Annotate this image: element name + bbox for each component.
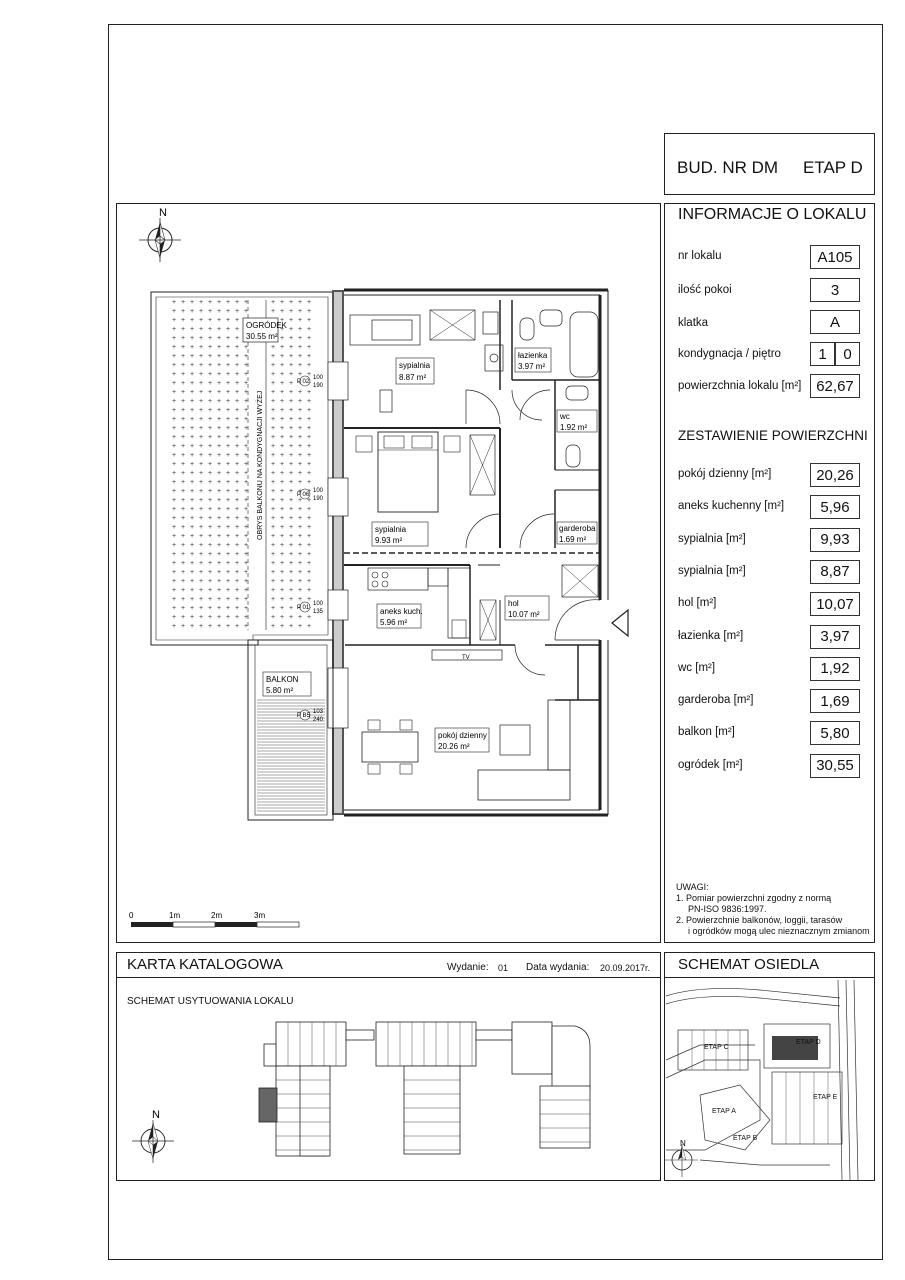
summary-label-balcony: balkon [m²] [678, 726, 735, 739]
summary-label-bedroom-1: sypialnia [m²] [678, 564, 746, 577]
unit-location-highlight [259, 1088, 277, 1122]
info-value-storey: 1 [810, 342, 835, 366]
north-arrow-icon [139, 218, 181, 262]
hall-area: 10.07 m² [508, 610, 540, 619]
garden-area-label: 30.55 m² [246, 332, 278, 341]
window-p01-size1: 100 [313, 601, 324, 607]
bathroom-name: łazienka [518, 351, 548, 360]
info-value-rooms: 3 [810, 278, 860, 302]
kitchen-area: 5.96 m² [380, 618, 408, 627]
catalog-divider [116, 977, 661, 978]
notes-line-2: PN-ISO 9836:1997. [688, 904, 767, 914]
bedroom1-area: 8.87 m² [399, 373, 427, 382]
window-p06-size1: 100 [313, 488, 324, 494]
window-p01-code: P 01 [297, 605, 310, 611]
window-p02-code: P 02 [297, 379, 310, 385]
tv-label: TV [462, 655, 470, 661]
estate-map [664, 978, 875, 1181]
balcony-name: BALKON [266, 675, 299, 684]
summary-label-hall: hol [m²] [678, 597, 717, 610]
stage-label: ETAP D [803, 158, 863, 177]
summary-value-wc: 1,92 [810, 657, 860, 681]
window-pb5-size1: 103 [313, 709, 324, 715]
window-pb5-size2: 240 [313, 717, 324, 723]
scale-0: 0 [129, 911, 134, 920]
summary-value-wardrobe: 1,69 [810, 689, 860, 713]
location-scheme [116, 1010, 661, 1180]
scale-3m: 3m [254, 911, 266, 920]
scale-1m: 1m [169, 911, 181, 920]
date-label: Data wydania: [526, 962, 590, 973]
info-label-floor: kondygnacja / piętro [678, 348, 781, 360]
summary-value-bathroom: 3,97 [810, 625, 860, 649]
location-north-icon [132, 1120, 174, 1163]
info-value-floor: 0 [835, 342, 860, 366]
window-p02-size2: 190 [313, 383, 324, 389]
scale-2m: 2m [211, 911, 223, 920]
summary-label-living: pokój dzienny [m²] [678, 468, 772, 480]
info-label-area: powierzchnia lokalu [m²] [678, 380, 802, 392]
location-title: SCHEMAT USYTUOWANIA LOKALU [127, 996, 294, 1007]
bedroom1-name: sypialnia [399, 361, 431, 370]
window-p06-code: P 06 [297, 492, 310, 498]
wardrobe-area: 1.69 m² [559, 535, 587, 544]
estate-label-d: ETAP D [796, 1039, 821, 1046]
garden-name: OGRÓDEK [246, 321, 287, 330]
window-pb5-code: P B5 [297, 713, 310, 719]
estate-label-a: ETAP A [712, 1108, 736, 1115]
info-label-staircase: klatka [678, 317, 709, 329]
info-title: INFORMACJE O LOKALU [678, 206, 867, 223]
summary-label-wardrobe: garderoba [m²] [678, 694, 754, 707]
living-area: 20.26 m² [438, 742, 470, 751]
summary-value-hall: 10,07 [810, 592, 860, 616]
bathroom-area: 3.97 m² [518, 362, 546, 371]
summary-label-wc: wc [m²] [678, 661, 716, 674]
wardrobe-name: garderoba [559, 524, 596, 533]
notes-line-3: 2. Powierzchnie balkonów, loggii, tarasów [676, 915, 843, 925]
notes-line-4: i ogródków mogą ulec nieznacznym zmianom [688, 926, 870, 936]
balcony-area: 5.80 m² [266, 686, 294, 695]
scale-bar [129, 911, 299, 927]
info-label-unit-number: nr lokalu [678, 250, 722, 262]
estate-label-c: ETAP C [704, 1044, 729, 1051]
bedroom2-name: sypialnia [375, 525, 407, 534]
garden-hatch [170, 300, 314, 630]
estate-north-label: N [680, 1139, 686, 1148]
window-p06-size2: 190 [313, 496, 324, 502]
info-value-area: 62,67 [810, 374, 860, 398]
hall-name: hol [508, 599, 519, 608]
estate-label-e: ETAP E [813, 1094, 838, 1101]
summary-label-garden: ogródek [m²] [678, 758, 743, 771]
summary-value-living: 20,26 [810, 463, 860, 487]
date-value: 20.09.2017r. [600, 963, 651, 973]
estate-north-icon [664, 1144, 698, 1177]
building-number: BUD. NR DM [677, 158, 779, 177]
balcony-outline-note: OBRYS BALKONU NA KONDYGNACJI WYŻEJ [257, 390, 264, 540]
summary-label-bathroom: łazienka [m²] [678, 629, 744, 642]
summary-label-bedroom-2: sypialnia [m²] [678, 532, 746, 545]
kitchen-name: aneks kuch. [380, 607, 423, 616]
summary-value-kitchen: 5,96 [810, 495, 860, 519]
location-north-label: N [152, 1109, 160, 1121]
window-p01-size2: 135 [313, 609, 324, 615]
edition-value: 01 [498, 963, 509, 973]
header-box [664, 133, 875, 195]
edition-label: Wydanie: [447, 962, 489, 973]
bedroom2-area: 9.93 m² [375, 536, 403, 545]
wc-name: wc [560, 412, 570, 421]
summary-title: ZESTAWIENIE POWIERZCHNI [678, 428, 868, 443]
notes-line-1: 1. Pomiar powierzchni zgodny z normą [676, 893, 832, 903]
summary-label-kitchen: aneks kuchenny [m²] [678, 500, 785, 513]
estate-title: SCHEMAT OSIEDLA [678, 956, 820, 973]
info-value-staircase: A [810, 310, 860, 334]
living-name: pokój dzienny [438, 731, 487, 740]
info-label-rooms: ilość pokoi [678, 284, 732, 296]
summary-value-bedroom-1: 8,87 [810, 560, 860, 584]
summary-value-bedroom-2: 9,93 [810, 528, 860, 552]
summary-value-garden: 30,55 [810, 754, 860, 778]
estate-label-b: ETAP B [733, 1135, 758, 1142]
notes-title: UWAGI: [676, 882, 709, 892]
floor-plan [116, 203, 661, 943]
catalog-title: KARTA KATALOGOWA [127, 956, 283, 973]
window-p02-size1: 100 [313, 375, 324, 381]
north-label: N [159, 207, 167, 219]
wc-area: 1.92 m² [560, 423, 588, 432]
summary-value-balcony: 5,80 [810, 721, 860, 745]
info-value-unit-number: A105 [810, 245, 860, 269]
